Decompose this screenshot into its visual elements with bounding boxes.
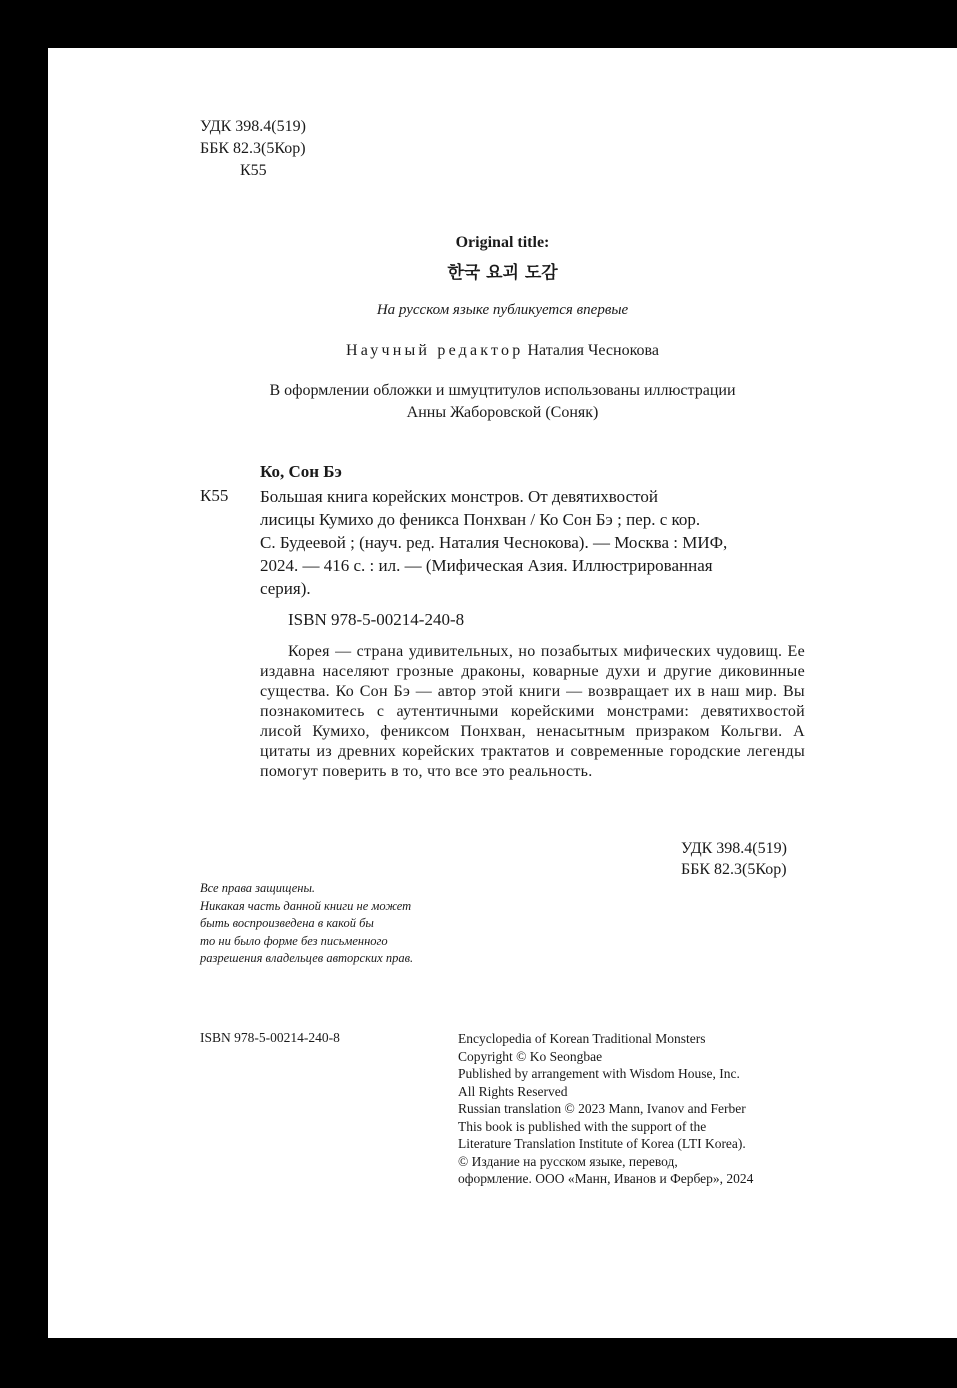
bbk-code: ББК 82.3(5Кор) [200,140,306,157]
biblio-line: серия). [260,579,311,598]
biblio-line: лисицы Кумихо до феникса Понхван / Ко Сон Бэ ; пер. с кор. [260,510,701,529]
copyright-line: Published by arrangement with Wisdom House, Inc. [458,1066,740,1081]
rights-notice [200,880,413,968]
editor-name: Наталия Чеснокова [527,342,659,359]
copyright-line: Encyclopedia of Korean Traditional Monsters [458,1031,706,1046]
copyright-line: оформление. ООО «Манн, Иванов и Фербер», 2024 [458,1171,754,1186]
copyright-line: Literature Translation Institute of Korea (LTI Korea). [458,1136,746,1151]
rights-line: быть воспроизведена в какой бы [200,916,374,930]
first-publication-note: На русском языке публикуется впервые [376,302,629,318]
rights-line: разрешения владельцев авторских прав. [200,951,414,965]
design-credit-line: Анны Жаборовской (Соняк) [406,404,599,421]
original-title: 한국 요괴 도감 [447,263,558,283]
bibliographic-record [260,485,805,600]
biblio-line: С. Будеевой ; (науч. ред. Наталия Чеснокова). — Москва : МИФ, [260,533,728,552]
copyright-block [458,1030,753,1188]
original-title-label: Original title: [455,234,550,251]
annotation: Корея — страна удивительных, но позабытых мифических чудовищ. Ее издавна населяют грозные драконы, коварные духи и другие диковинные существа. Ко Сон Бэ — автор этой книги — возвращает их в наш мир. Вы познакомитесь с аутентичными корейскими монстрами: девятихвостой лисой Кумихо, фениксом Понхван, ненасытным призраком Кольгви. А цитаты из древних корейских трактатов и современные городские легенды помогут поверить в то, что все это реальность. [260,643,805,780]
scientific-editor [48,342,957,360]
editor-role: Научный редактор [346,342,524,359]
copyright-line: Copyright © Ko Seongbae [458,1048,603,1064]
copyright-line: All Rights Reserved [458,1083,568,1099]
isbn-bottom: ISBN 978-5-00214-240-8 [200,1030,340,1045]
rights-line: то ни было форме без письменного [200,933,388,948]
copyright-line: This book is published with the support of the [458,1118,707,1134]
catalog-isbn: ISBN 978-5-00214-240-8 [288,610,465,629]
catalog-code: К55 [200,486,229,505]
page [48,48,957,1338]
biblio-line: Большая книга корейских монстров. От девятихвостой [260,487,658,506]
rights-line: Все права защищены. [200,881,316,895]
design-credit-line: В оформлении обложки и шмуцтитулов использованы иллюстрации [269,382,736,399]
author-mark: К55 [240,162,267,179]
udk-code: УДК 398.4(519) [200,118,306,135]
rights-line: Никакая часть данной книги не может [200,898,412,913]
copyright-line: © Издание на русском языке, перевод, [458,1153,678,1169]
copyright-line: Russian translation © 2023 Mann, Ivanov and Ferber [458,1101,746,1116]
udk-block-right [681,838,787,880]
bbk-code: ББК 82.3(5Кор) [681,861,787,878]
udk-code: УДК 398.4(519) [681,840,787,857]
udk-block-top [200,116,306,182]
design-credit [48,380,957,424]
biblio-line: 2024. — 416 с. : ил. — (Мифическая Азия. Иллюстрированная [260,556,713,575]
catalog-author: Ко, Сон Бэ [260,462,342,481]
